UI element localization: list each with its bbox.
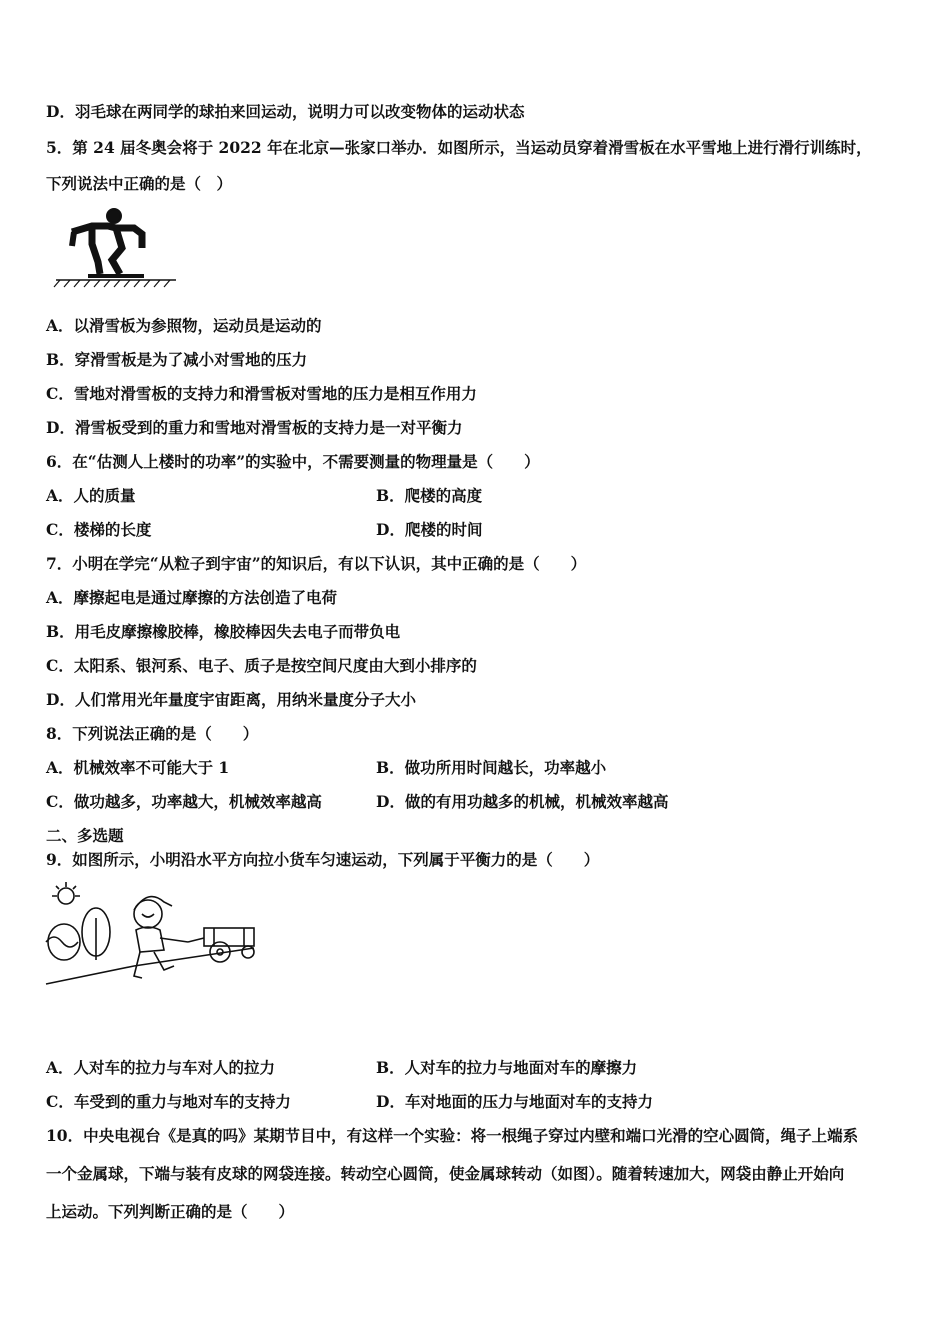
q7-option-a: A．摩擦起电是通过摩擦的方法创造了电荷 bbox=[46, 588, 338, 607]
q8-option-d: D．做的有用功越多的机械，机械效率越高 bbox=[376, 792, 669, 811]
skier-figure bbox=[52, 204, 180, 288]
q5-option-b: B．穿滑雪板是为了减小对雪地的压力 bbox=[46, 350, 308, 369]
q8-option-c: C．做功越多，功率越大，机械效率越高 bbox=[46, 792, 322, 811]
q9-option-c: C．车受到的重力与地对车的支持力 bbox=[46, 1092, 291, 1111]
q7-option-b: B．用毛皮摩擦橡胶棒，橡胶棒因失去电子而带负电 bbox=[46, 622, 401, 641]
q7-stem: 7．小明在学完“从粒子到宇宙”的知识后，有以下认识，其中正确的是（ ） bbox=[46, 554, 587, 573]
q6-option-a: A．人的质量 bbox=[46, 486, 136, 505]
q10-line1: 10．中央电视台《是真的吗》某期节目中，有这样一个实验：将一根绳子穿过内壁和端口光滑的空心圆筒，绳子上端系 bbox=[46, 1126, 859, 1145]
q5-option-c: C．雪地对滑雪板的支持力和滑雪板对雪地的压力是相互作用力 bbox=[46, 384, 477, 403]
section-title-multiple-choice: 二、多选题 bbox=[46, 826, 124, 845]
q9-option-b: B．人对车的拉力与地面对车的摩擦力 bbox=[376, 1058, 638, 1077]
q8-stem: 8．下列说法正确的是（ ） bbox=[46, 724, 259, 743]
q5-stem-line2: 下列说法中正确的是（ ） bbox=[46, 174, 233, 193]
boy-pulling-cart-figure bbox=[44, 880, 264, 992]
q5-option-a: A．以滑雪板为参照物，运动员是运动的 bbox=[46, 316, 322, 335]
q6-option-c: C．楼梯的长度 bbox=[46, 520, 152, 539]
q10-line3: 上运动。下列判断正确的是（ ） bbox=[46, 1202, 295, 1221]
q9-stem: 9．如图所示，小明沿水平方向拉小货车匀速运动，下列属于平衡力的是（ ） bbox=[46, 850, 600, 869]
q6-option-b: B．爬楼的高度 bbox=[376, 486, 483, 505]
q8-option-a: A．机械效率不可能大于 1 bbox=[46, 758, 230, 777]
q7-option-d: D．人们常用光年量度宇宙距离，用纳米量度分子大小 bbox=[46, 690, 416, 709]
q8-option-b: B．做功所用时间越长，功率越小 bbox=[376, 758, 607, 777]
q6-option-d: D．爬楼的时间 bbox=[376, 520, 483, 539]
q6-stem: 6．在“估测人上楼时的功率”的实验中，不需要测量的物理量是（ ） bbox=[46, 452, 540, 471]
q5-stem-line1: 5．第 24 届冬奥会将于 2022 年在北京—张家口举办．如图所示，当运动员穿着滑雪板在水平雪地上进行滑行训练时， bbox=[46, 138, 872, 157]
q10-line2: 一个金属球，下端与装有皮球的网袋连接。转动空心圆筒，使金属球转动（如图）。随着转速加大，网袋由静止开始向 bbox=[46, 1164, 845, 1183]
q4-option-d: D．羽毛球在两同学的球拍来回运动，说明力可以改变物体的运动状态 bbox=[46, 102, 525, 121]
q7-option-c: C．太阳系、银河系、电子、质子是按空间尺度由大到小排序的 bbox=[46, 656, 477, 675]
q9-option-d: D．车对地面的压力与地面对车的支持力 bbox=[376, 1092, 653, 1111]
q9-option-a: A．人对车的拉力与车对人的拉力 bbox=[46, 1058, 276, 1077]
q5-option-d: D．滑雪板受到的重力和雪地对滑雪板的支持力是一对平衡力 bbox=[46, 418, 463, 437]
